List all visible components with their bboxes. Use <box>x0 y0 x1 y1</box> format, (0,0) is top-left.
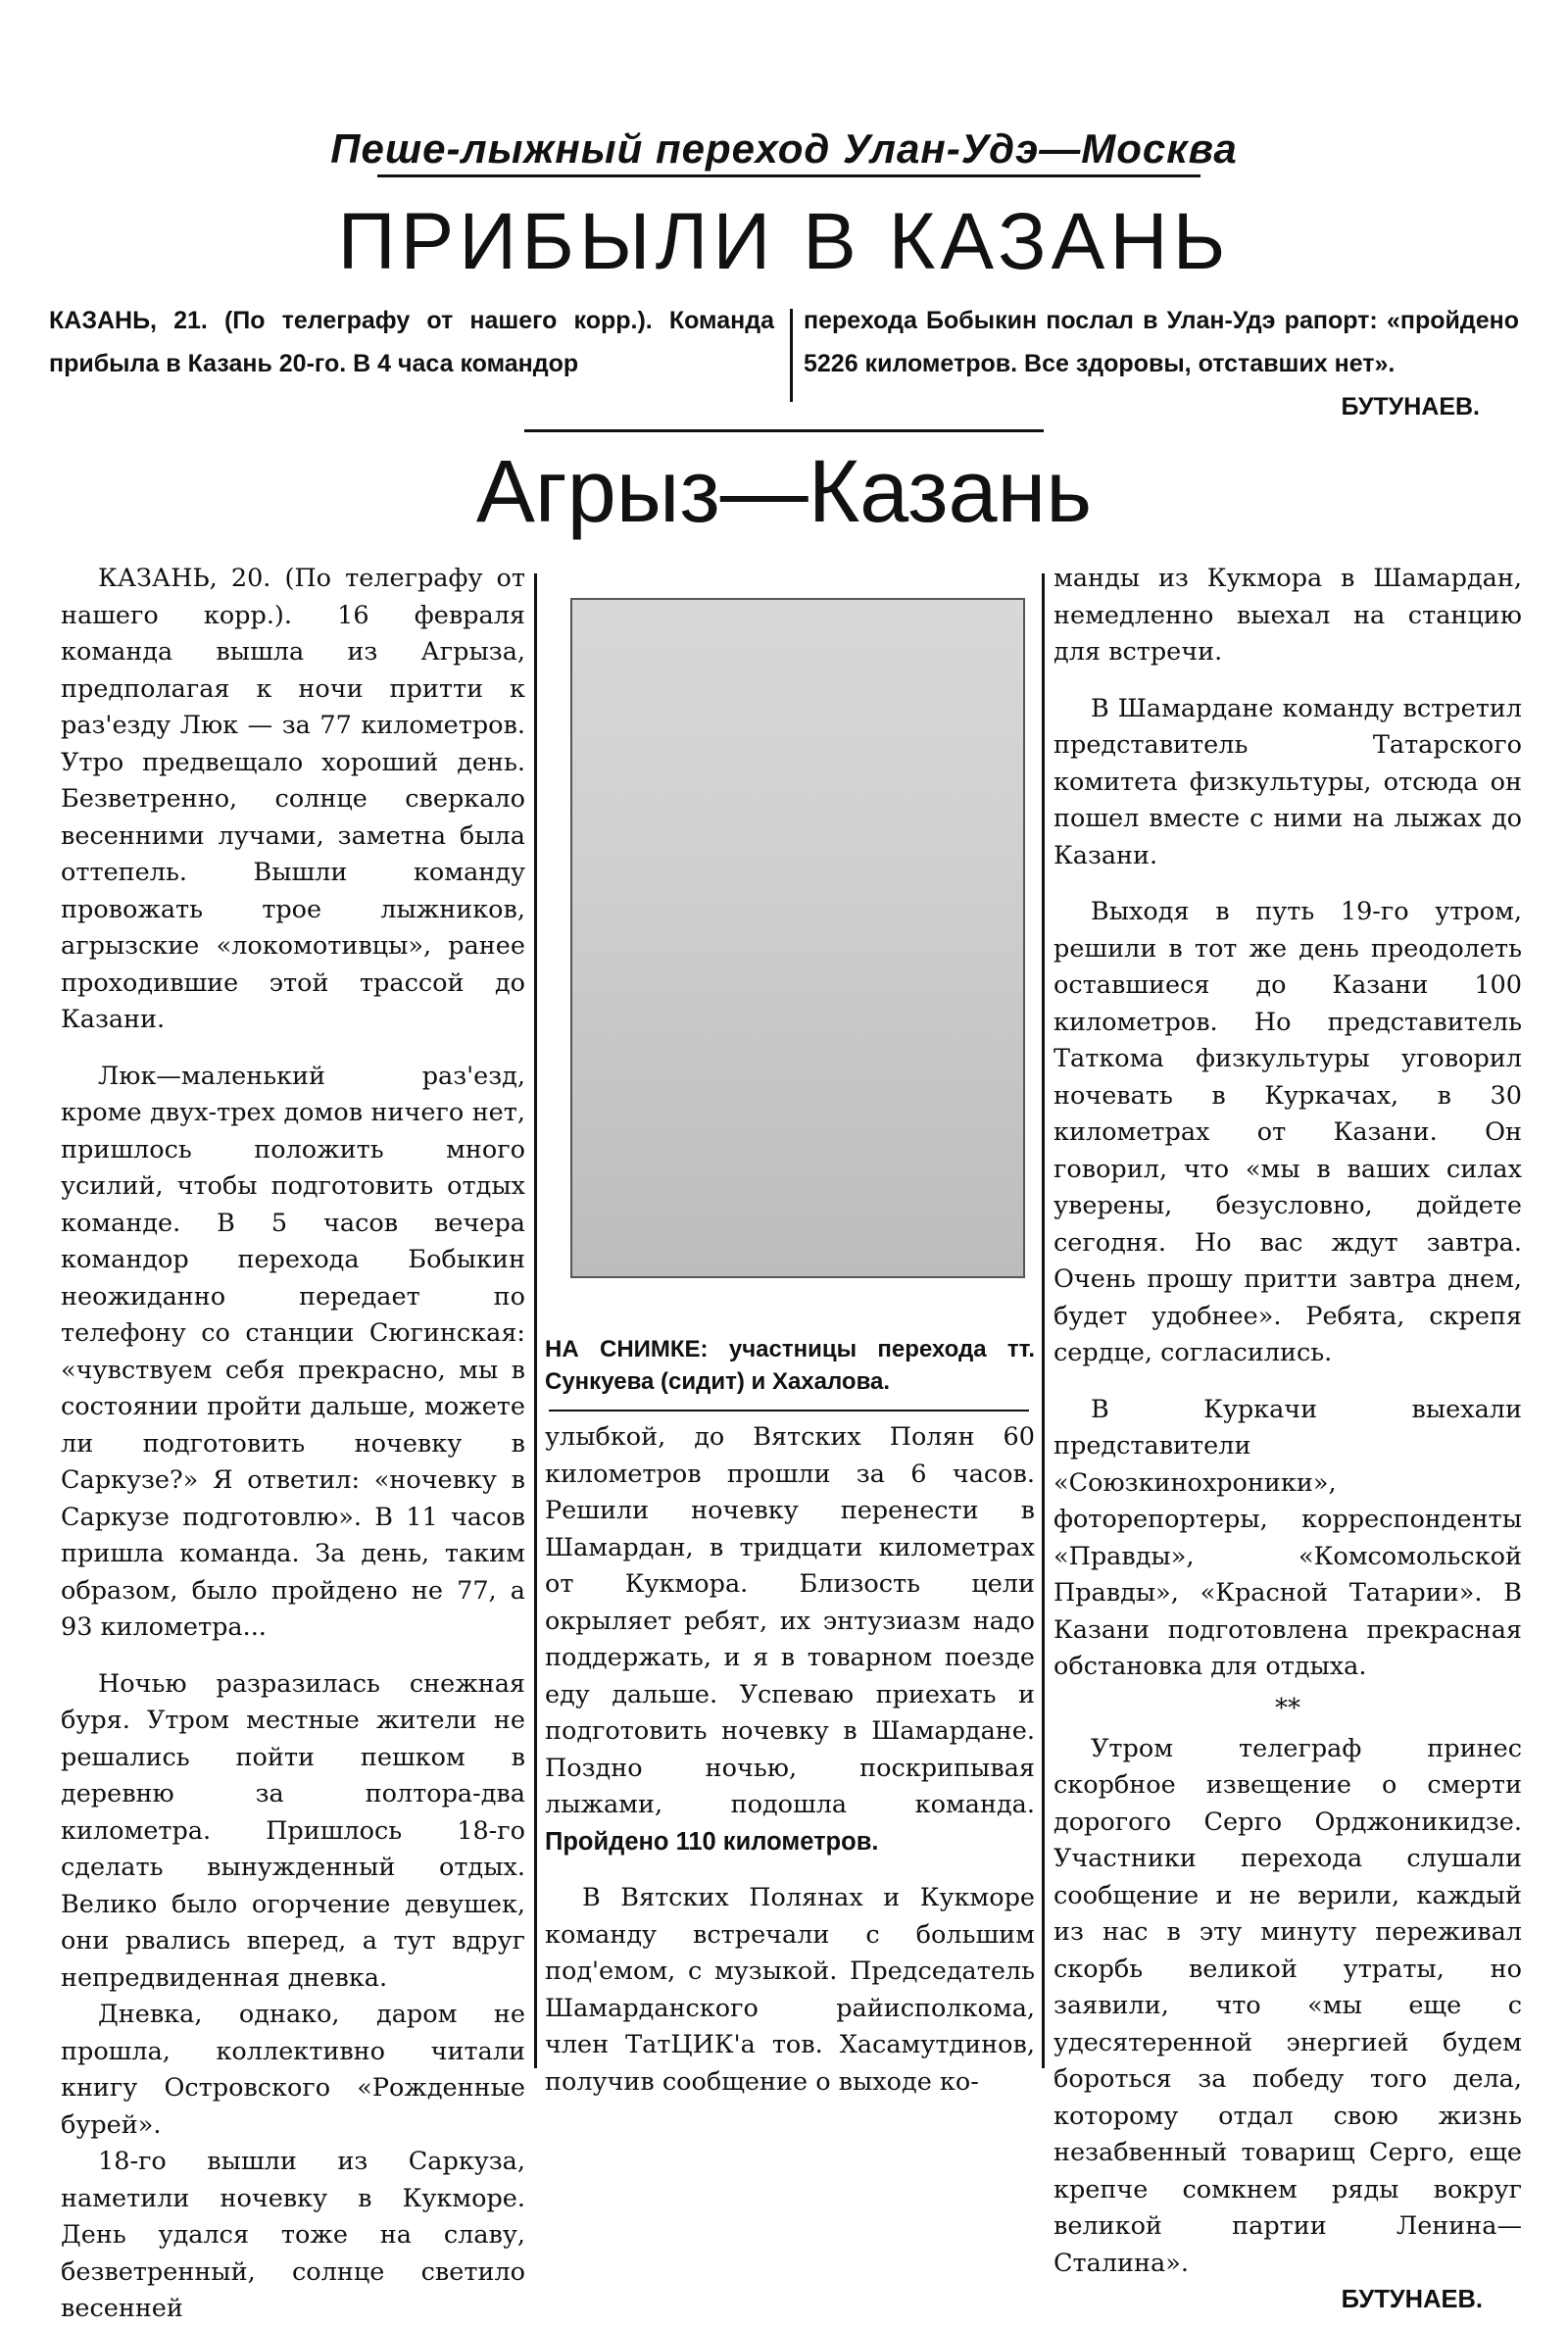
article-column-2 <box>545 1419 1035 2101</box>
paragraph: манды из Кукмора в Шамардан, немедленно выехал на станцию для встречи. <box>1054 564 1522 667</box>
column-divider <box>790 309 793 402</box>
paragraph: Дневка, однако, даром не прошла, коллективно читали книгу Островского «Рожденные бурей». <box>61 2000 525 2140</box>
kicker-title: Пеше-лыжный переход Улан-Удэ—Москва <box>330 125 1238 172</box>
paragraph: КАЗАНЬ, 20. (По телеграфу от нашего корр.). 16 февраля команда вышла из Агрыза, предполагая к ночи притти к раз'езду Люк — за 77 километров. Утро предвещало хороший день. Безветренно, солнце сверкало весенними лучами, заметна была оттепель. Вышли команду провожать трое лыжников, агрызские «локомотивцы», ранее проходившие этой трассой до Казани. <box>61 564 525 1034</box>
paragraph: В Куркачи выехали представители «Союзкинохроники», фоторепортеры, корреспонденты «Правды», «Комсомольской Правды», «Красной Татарии». В Казани подготовлена прекрасная обстановка для отдыха. <box>1054 1394 1522 1681</box>
paragraph: В Вятских Полянах и Кукморе команду встречали с большим под'емом, с музыкой. Председатель Шамарданского райисполкома, член ТатЦИК'а тов. Хасамутдинов, получив сообщение о выходе ко- <box>545 1883 1035 2097</box>
paragraph: Люк—маленький раз'езд, кроме двух-трех домов ничего нет, пришлось положить много усилий, чтобы подготовить отдых команде. В 5 часов вечера командор перехода Бобыкин неожиданно передает по телефону со станции Сюгинская: «чувствуем себя прекрасно, мы в состоянии пройти дальше, можете ли подготовить ночевку в Саркузе?» Я ответил: «ночевку в Саркузе подготовлю». В 11 часов пришла команда. За день, таким образом, было пройдено не 77, а 93 километра... <box>61 1061 525 1642</box>
signature: БУТУНАЕВ. <box>1341 2286 1483 2313</box>
paragraph: 18-го вышли из Саркуза, наметили ночевку в Кукморе. День удался тоже на славу, безветренный, солнце светило весенней <box>61 2147 525 2323</box>
dispatch-signature: БУТУНАЕВ. <box>1341 393 1480 421</box>
column-divider <box>1042 573 1045 2068</box>
bold-text: Пройдено 110 километров. <box>545 1827 879 1856</box>
kicker-underline <box>377 174 1200 177</box>
paragraph <box>545 1419 1035 1860</box>
photo-participants <box>570 598 1025 1278</box>
caption-rule <box>549 1410 1029 1412</box>
section-separator: ** <box>1275 1693 1300 1723</box>
paragraph: Выходя в путь 19-го утром, решили в тот же день преодолеть оставшиеся до Казани 100 километров. Но представитель Таткома физкультуры уговорил ночевать в Куркачах, в 30 километрах от Казани. Он говорил, что «мы в ваших силах уверены, безусловно, дойдете сегодня. Но вас ждут завтра. Очень прошу притти завтра днем, будет удобнее». Ребята, скрепя сердце, согласились. <box>1054 897 1522 1367</box>
dispatch-right <box>804 299 1519 428</box>
article-column-3 <box>1054 561 1522 2319</box>
divider-rule <box>524 429 1044 432</box>
article-column-1 <box>61 561 525 2328</box>
paragraph: В Шамардане команду встретил представитель Татарского комитета физкультуры, отсюда он пошел вместе с ними на лыжах до Казани. <box>1054 693 1522 870</box>
column-divider <box>534 573 537 2068</box>
paragraph: Утром телеграф принес скорбное извещение о смерти дорогого Серго Орджоникидзе. Участники перехода слушали сообщение и не верили, каждый из нас в эту минуту переживал скорбь великой утраты, но заявили, что «мы еще с удесятеренной энергией будем бороться за победу того дела, которому отдал свою жизнь незабвенный товарищ Серго, еще крепче сомкнем ряды вокруг великой партии Ленина—Сталина». <box>1054 1733 1522 2278</box>
dispatch-left: КАЗАНЬ, 21. (По телеграфу от нашего корр.). Команда прибыла в Казань 20-го. В 4 часа командор <box>49 307 774 377</box>
photo-caption: НА СНИМКЕ: участницы перехода тт. Сункуева (сидит) и Хахалова. <box>545 1336 1035 1395</box>
paragraph-text: улыбкой, до Вятских Полян 60 километров прошли за 6 часов. Решили ночевку перенести в Шамардан, в тридцати километрах от Кукмора. Близость цели окрыляет ребят, их энтузиазм надо поддержать, и я в товарном поезде еду дальше. Успеваю приехать и подготовить ночевку в Шамардане. Поздно ночью, поскрипывая лыжами, подошла команда. <box>545 1422 1035 1819</box>
paragraph: Ночью разразилась снежная буря. Утром местные жители не решались пойти пешком в деревню за полтора-два километра. Пришлось 18-го сделать вынужденный отдых. Велико было огорчение девушек, они рвались вперед, а тут вдруг непредвиденная дневка. <box>61 1668 525 1993</box>
subheadline: Агрыз—Казань <box>475 443 1093 541</box>
dispatch-right-text: перехода Бобыкин послал в Улан-Удэ рапорт: «пройдено 5226 километров. Все здоровы, отставших нет». <box>804 307 1519 377</box>
headline: ПРИБЫЛИ В КАЗАНЬ <box>337 197 1231 286</box>
